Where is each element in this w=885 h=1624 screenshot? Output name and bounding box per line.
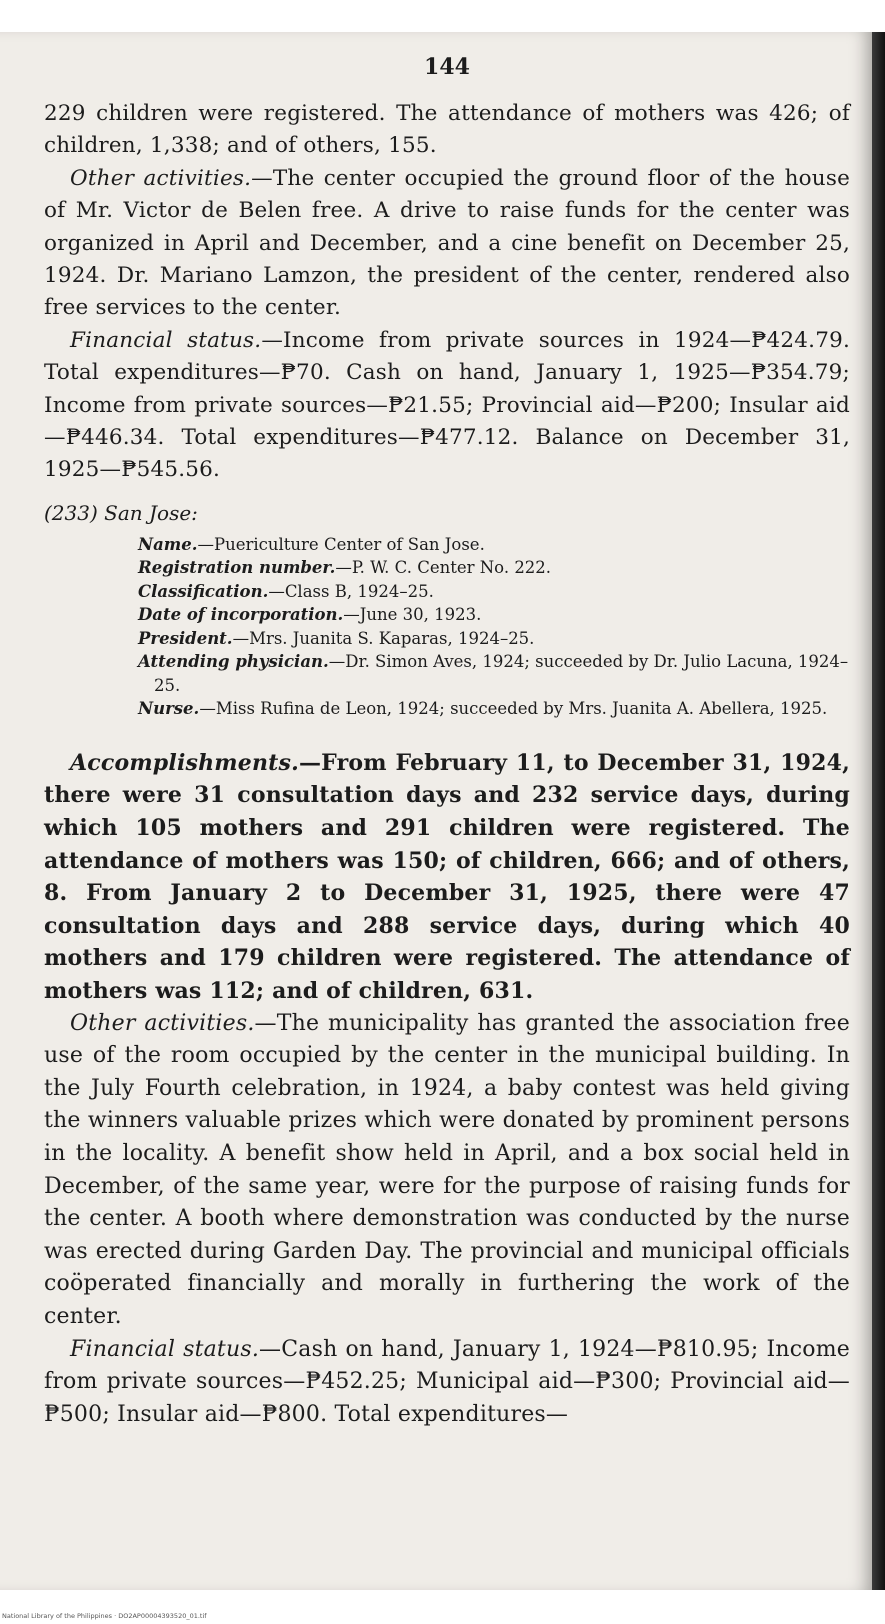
paragraph-accomplishments xyxy=(44,747,850,1008)
info-classification: Classification.—Class B, 1924–25. xyxy=(138,581,434,601)
info-attending-physician: Attending physician.—Dr. Simon Aves, 1924; succeeded by Dr. Julio Lacuna, 1924–25. xyxy=(138,652,849,695)
info-president: President.—Mrs. Juanita S. Kaparas, 1924–25. xyxy=(138,628,535,648)
info-registration-number: Registration number.—P. W. C. Center No. 222. xyxy=(138,558,552,578)
paragraph-financial-status xyxy=(44,325,850,487)
section-title: San Jose: xyxy=(104,500,198,525)
scan-footer: National Library of the Philippines · DO2AP00004393520_01.tif xyxy=(2,1612,207,1620)
page-edge-shadow xyxy=(872,32,885,1590)
label-other-activities-san-jose: Other activities. xyxy=(70,1010,255,1036)
page-content xyxy=(44,54,850,1431)
paragraph-other-activities xyxy=(44,163,850,325)
label-accomplishments: Accomplishments. xyxy=(70,749,299,776)
label-other-activities: Other activities. xyxy=(70,165,252,191)
info-nurse: Nurse.—Miss Rufina de Leon, 1924; succeeded by Mrs. Juanita A. Abellera, 1925. xyxy=(138,699,828,719)
section-heading xyxy=(44,501,850,525)
page-number: 144 xyxy=(424,54,470,80)
center-info-list xyxy=(138,533,850,721)
text-financial-status: —Income from private sources in 1924—₱424.79. Total expenditures—₱70. Cash on hand, January 1, 1925—₱354.79; Income from private sources—₱21.55; Provincial aid—₱200; Insular aid—₱446.34. Total expenditures—₱477.12. Balance on December 31, 1925—₱545.56. xyxy=(44,327,850,483)
label-financial-status-san-jose: Financial status. xyxy=(70,1336,260,1362)
info-name: Name.—Puericulture Center of San Jose. xyxy=(138,534,485,554)
text-other-activities-san-jose: —The municipality has granted the association free use of the room occupied by the center in the municipal building. In the July Fourth celebration, in 1924, a baby contest was held giving the winners valuable prizes which were donated by prominent persons in the locality. A benefit show held in April, and a box social held in December, of the same year, were for the purpose of raising funds for the center. A booth where demonstration was conducted by the nurse was erected during Garden Day. The provincial and municipal officials coöperated financially and morally in furthering the work of the center. xyxy=(44,1010,850,1329)
text-other-activities: —The center occupied the ground floor of the house of Mr. Victor de Belen free. A drive to raise funds for the center was organized in April and December, and a cine benefit on December 25, 1924. Dr. Mariano Lamzon, the president of the center, rendered also free services to the center. xyxy=(44,165,850,321)
text-financial-status-san-jose: —Cash on hand, January 1, 1924—₱810.95; Income from private sources—₱452.25; Municipal aid—₱300; Provincial aid—₱500; Insular aid—₱800. Total expenditures— xyxy=(44,1336,851,1427)
paragraph-financial-status-san-jose xyxy=(44,1334,850,1432)
label-financial-status: Financial status. xyxy=(70,327,262,353)
text-accomplishments: —From February 11, to December 31, 1924, there were 31 consultation days and 232 service days, during which 105 mothers and 291 children were registered. The attendance of mothers was 150; of children, 666; and of others, 8. From January 2 to December 31, 1925, there were 47 consultation days and 288 service days, during which 40 mothers and 179 children were registered. The attendance of mothers was 112; and of children, 631. xyxy=(44,749,850,1005)
paragraph-other-activities-san-jose xyxy=(44,1008,850,1334)
info-date-of-incorporation: Date of incorporation.—June 30, 1923. xyxy=(138,605,482,625)
paragraph-registration-summary: 229 children were registered. The attendance of mothers was 426; of children, 1,338; and of others, 155. xyxy=(44,101,850,159)
section-number: (233) xyxy=(44,500,98,525)
san-jose-details xyxy=(44,747,850,1431)
